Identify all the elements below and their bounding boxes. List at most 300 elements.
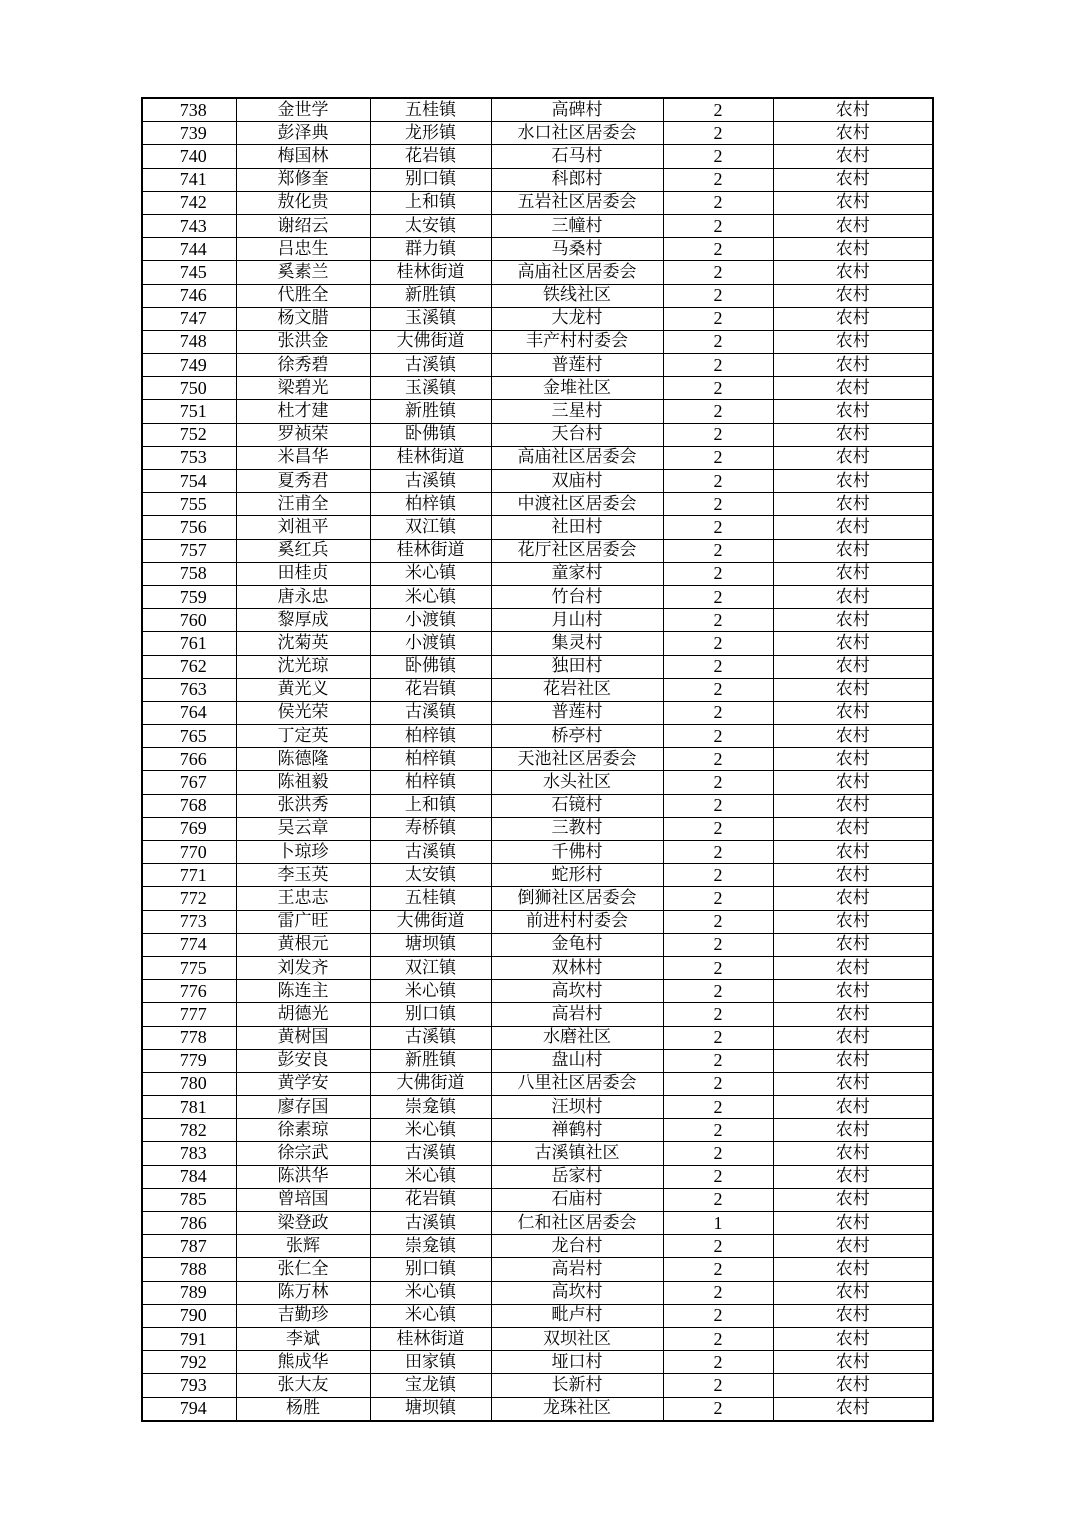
type-cell: 农村 (773, 1003, 933, 1026)
name-cell: 杨文腊 (236, 307, 370, 330)
town-cell: 柏梓镇 (370, 493, 491, 516)
seq-cell: 764 (142, 701, 236, 724)
table-row (142, 678, 933, 701)
town-cell: 双江镇 (370, 956, 491, 979)
table-row (142, 562, 933, 585)
seq-cell: 787 (142, 1235, 236, 1258)
village-cell: 双坝社区 (491, 1327, 663, 1350)
town-cell: 太安镇 (370, 864, 491, 887)
town-cell: 卧佛镇 (370, 423, 491, 446)
table-row (142, 632, 933, 655)
count-cell: 2 (663, 470, 773, 493)
type-cell: 农村 (773, 261, 933, 284)
count-cell: 2 (663, 562, 773, 585)
name-cell: 熊成华 (236, 1351, 370, 1374)
town-cell: 小渡镇 (370, 632, 491, 655)
village-cell: 高坎村 (491, 980, 663, 1003)
seq-cell: 768 (142, 794, 236, 817)
seq-cell: 756 (142, 516, 236, 539)
village-cell: 花岩社区 (491, 678, 663, 701)
town-cell: 古溪镇 (370, 354, 491, 377)
seq-cell: 793 (142, 1374, 236, 1397)
name-cell: 黎厚成 (236, 609, 370, 632)
town-cell: 宝龙镇 (370, 1374, 491, 1397)
count-cell: 2 (663, 864, 773, 887)
name-cell: 黄学安 (236, 1072, 370, 1095)
town-cell: 新胜镇 (370, 400, 491, 423)
type-cell: 农村 (773, 377, 933, 400)
type-cell: 农村 (773, 1304, 933, 1327)
type-cell: 农村 (773, 307, 933, 330)
town-cell: 米心镇 (370, 585, 491, 608)
name-cell: 吉勤珍 (236, 1304, 370, 1327)
table-row (142, 1096, 933, 1119)
type-cell: 农村 (773, 1096, 933, 1119)
village-cell: 高碑村 (491, 98, 663, 122)
count-cell: 2 (663, 1374, 773, 1397)
seq-cell: 751 (142, 400, 236, 423)
village-cell: 千佛村 (491, 841, 663, 864)
seq-cell: 785 (142, 1188, 236, 1211)
count-cell: 2 (663, 794, 773, 817)
seq-cell: 771 (142, 864, 236, 887)
type-cell: 农村 (773, 609, 933, 632)
village-cell: 科郎村 (491, 168, 663, 191)
name-cell: 陈洪华 (236, 1165, 370, 1188)
table-row (142, 1327, 933, 1350)
table-row (142, 1026, 933, 1049)
seq-cell: 748 (142, 330, 236, 353)
name-cell: 陈祖毅 (236, 771, 370, 794)
roster-body (142, 98, 933, 1421)
town-cell: 玉溪镇 (370, 377, 491, 400)
table-row (142, 516, 933, 539)
count-cell: 2 (663, 238, 773, 261)
seq-cell: 788 (142, 1258, 236, 1281)
table-row (142, 446, 933, 469)
town-cell: 花岩镇 (370, 678, 491, 701)
count-cell: 2 (663, 1096, 773, 1119)
table-row (142, 377, 933, 400)
seq-cell: 738 (142, 98, 236, 122)
name-cell: 陈万林 (236, 1281, 370, 1304)
name-cell: 金世学 (236, 98, 370, 122)
seq-cell: 770 (142, 841, 236, 864)
village-cell: 三星村 (491, 400, 663, 423)
table-row (142, 585, 933, 608)
type-cell: 农村 (773, 145, 933, 168)
count-cell: 2 (663, 1235, 773, 1258)
name-cell: 李斌 (236, 1327, 370, 1350)
table-row (142, 701, 933, 724)
type-cell: 农村 (773, 122, 933, 145)
town-cell: 大佛街道 (370, 910, 491, 933)
count-cell: 2 (663, 1188, 773, 1211)
seq-cell: 749 (142, 354, 236, 377)
type-cell: 农村 (773, 1351, 933, 1374)
table-row (142, 261, 933, 284)
village-cell: 八里社区居委会 (491, 1072, 663, 1095)
seq-cell: 740 (142, 145, 236, 168)
village-cell: 石镜村 (491, 794, 663, 817)
count-cell: 2 (663, 841, 773, 864)
table-row (142, 1188, 933, 1211)
name-cell: 王忠志 (236, 887, 370, 910)
count-cell: 2 (663, 1327, 773, 1350)
name-cell: 敖化贵 (236, 191, 370, 214)
table-row (142, 191, 933, 214)
seq-cell: 752 (142, 423, 236, 446)
type-cell: 农村 (773, 655, 933, 678)
town-cell: 寿桥镇 (370, 817, 491, 840)
table-row (142, 1235, 933, 1258)
seq-cell: 759 (142, 585, 236, 608)
town-cell: 桂林街道 (370, 539, 491, 562)
count-cell: 2 (663, 284, 773, 307)
village-cell: 大龙村 (491, 307, 663, 330)
type-cell: 农村 (773, 98, 933, 122)
table-row (142, 145, 933, 168)
village-cell: 前进村村委会 (491, 910, 663, 933)
town-cell: 米心镇 (370, 1304, 491, 1327)
town-cell: 塘坝镇 (370, 1397, 491, 1421)
village-cell: 桥亭村 (491, 725, 663, 748)
seq-cell: 781 (142, 1096, 236, 1119)
table-row (142, 841, 933, 864)
seq-cell: 767 (142, 771, 236, 794)
count-cell: 2 (663, 354, 773, 377)
village-cell: 龙珠社区 (491, 1397, 663, 1421)
type-cell: 农村 (773, 1212, 933, 1235)
name-cell: 徐素琼 (236, 1119, 370, 1142)
town-cell: 卧佛镇 (370, 655, 491, 678)
seq-cell: 778 (142, 1026, 236, 1049)
seq-cell: 758 (142, 562, 236, 585)
count-cell: 2 (663, 771, 773, 794)
table-row (142, 284, 933, 307)
seq-cell: 747 (142, 307, 236, 330)
name-cell: 田桂贞 (236, 562, 370, 585)
type-cell: 农村 (773, 284, 933, 307)
name-cell: 代胜全 (236, 284, 370, 307)
count-cell: 2 (663, 168, 773, 191)
type-cell: 农村 (773, 1119, 933, 1142)
village-cell: 天台村 (491, 423, 663, 446)
table-row (142, 1072, 933, 1095)
type-cell: 农村 (773, 817, 933, 840)
seq-cell: 753 (142, 446, 236, 469)
count-cell: 2 (663, 655, 773, 678)
name-cell: 侯光荣 (236, 701, 370, 724)
type-cell: 农村 (773, 1374, 933, 1397)
count-cell: 2 (663, 516, 773, 539)
table-row (142, 771, 933, 794)
name-cell: 张辉 (236, 1235, 370, 1258)
town-cell: 柏梓镇 (370, 748, 491, 771)
table-row (142, 214, 933, 237)
town-cell: 上和镇 (370, 191, 491, 214)
village-cell: 独田村 (491, 655, 663, 678)
name-cell: 沈光琼 (236, 655, 370, 678)
name-cell: 陈连主 (236, 980, 370, 1003)
town-cell: 太安镇 (370, 214, 491, 237)
count-cell: 2 (663, 98, 773, 122)
town-cell: 五桂镇 (370, 887, 491, 910)
town-cell: 桂林街道 (370, 1327, 491, 1350)
town-cell: 别口镇 (370, 1003, 491, 1026)
seq-cell: 762 (142, 655, 236, 678)
town-cell: 别口镇 (370, 168, 491, 191)
seq-cell: 743 (142, 214, 236, 237)
type-cell: 农村 (773, 493, 933, 516)
table-row (142, 354, 933, 377)
count-cell: 2 (663, 1281, 773, 1304)
name-cell: 徐秀碧 (236, 354, 370, 377)
type-cell: 农村 (773, 956, 933, 979)
village-cell: 石马村 (491, 145, 663, 168)
town-cell: 玉溪镇 (370, 307, 491, 330)
type-cell: 农村 (773, 214, 933, 237)
type-cell: 农村 (773, 191, 933, 214)
town-cell: 大佛街道 (370, 1072, 491, 1095)
count-cell: 2 (663, 446, 773, 469)
name-cell: 李玉英 (236, 864, 370, 887)
seq-cell: 769 (142, 817, 236, 840)
seq-cell: 761 (142, 632, 236, 655)
table-row (142, 98, 933, 122)
village-cell: 龙台村 (491, 1235, 663, 1258)
town-cell: 古溪镇 (370, 1142, 491, 1165)
name-cell: 胡德光 (236, 1003, 370, 1026)
seq-cell: 783 (142, 1142, 236, 1165)
count-cell: 2 (663, 1049, 773, 1072)
seq-cell: 792 (142, 1351, 236, 1374)
count-cell: 2 (663, 933, 773, 956)
count-cell: 2 (663, 122, 773, 145)
town-cell: 米心镇 (370, 1119, 491, 1142)
type-cell: 农村 (773, 725, 933, 748)
seq-cell: 765 (142, 725, 236, 748)
village-cell: 高岩村 (491, 1258, 663, 1281)
table-row (142, 1003, 933, 1026)
name-cell: 谢绍云 (236, 214, 370, 237)
table-row (142, 1119, 933, 1142)
village-cell: 童家村 (491, 562, 663, 585)
table-row (142, 1374, 933, 1397)
type-cell: 农村 (773, 1072, 933, 1095)
town-cell: 桂林街道 (370, 261, 491, 284)
table-row (142, 539, 933, 562)
village-cell: 长新村 (491, 1374, 663, 1397)
count-cell: 2 (663, 214, 773, 237)
name-cell: 梁碧光 (236, 377, 370, 400)
village-cell: 水口社区居委会 (491, 122, 663, 145)
town-cell: 崇龛镇 (370, 1096, 491, 1119)
table-row (142, 609, 933, 632)
name-cell: 刘发齐 (236, 956, 370, 979)
village-cell: 铁线社区 (491, 284, 663, 307)
village-cell: 普莲村 (491, 701, 663, 724)
name-cell: 奚素兰 (236, 261, 370, 284)
seq-cell: 789 (142, 1281, 236, 1304)
seq-cell: 763 (142, 678, 236, 701)
village-cell: 双庙村 (491, 470, 663, 493)
town-cell: 古溪镇 (370, 1026, 491, 1049)
seq-cell: 780 (142, 1072, 236, 1095)
count-cell: 2 (663, 817, 773, 840)
table-row (142, 1258, 933, 1281)
village-cell: 古溪镇社区 (491, 1142, 663, 1165)
type-cell: 农村 (773, 330, 933, 353)
count-cell: 2 (663, 493, 773, 516)
table-row (142, 725, 933, 748)
town-cell: 米心镇 (370, 1165, 491, 1188)
type-cell: 农村 (773, 238, 933, 261)
type-cell: 农村 (773, 400, 933, 423)
town-cell: 田家镇 (370, 1351, 491, 1374)
type-cell: 农村 (773, 748, 933, 771)
name-cell: 唐永忠 (236, 585, 370, 608)
village-cell: 月山村 (491, 609, 663, 632)
count-cell: 2 (663, 377, 773, 400)
table-row (142, 1304, 933, 1327)
village-cell: 中渡社区居委会 (491, 493, 663, 516)
type-cell: 农村 (773, 1235, 933, 1258)
town-cell: 龙形镇 (370, 122, 491, 145)
village-cell: 集灵村 (491, 632, 663, 655)
type-cell: 农村 (773, 470, 933, 493)
count-cell: 2 (663, 609, 773, 632)
village-cell: 普莲村 (491, 354, 663, 377)
village-cell: 花厅社区居委会 (491, 539, 663, 562)
table-row (142, 1351, 933, 1374)
seq-cell: 772 (142, 887, 236, 910)
village-cell: 金堆社区 (491, 377, 663, 400)
type-cell: 农村 (773, 539, 933, 562)
type-cell: 农村 (773, 771, 933, 794)
village-cell: 双林村 (491, 956, 663, 979)
town-cell: 新胜镇 (370, 1049, 491, 1072)
name-cell: 卜琼珍 (236, 841, 370, 864)
table-row (142, 122, 933, 145)
town-cell: 古溪镇 (370, 701, 491, 724)
count-cell: 2 (663, 701, 773, 724)
name-cell: 彭安良 (236, 1049, 370, 1072)
table-row (142, 1142, 933, 1165)
table-row (142, 956, 933, 979)
town-cell: 别口镇 (370, 1258, 491, 1281)
type-cell: 农村 (773, 423, 933, 446)
table-row (142, 933, 933, 956)
village-cell: 金龟村 (491, 933, 663, 956)
name-cell: 汪甫全 (236, 493, 370, 516)
count-cell: 2 (663, 632, 773, 655)
village-cell: 石庙村 (491, 1188, 663, 1211)
count-cell: 2 (663, 1397, 773, 1421)
type-cell: 农村 (773, 1397, 933, 1421)
type-cell: 农村 (773, 887, 933, 910)
type-cell: 农村 (773, 1165, 933, 1188)
type-cell: 农村 (773, 562, 933, 585)
village-cell: 禅鹤村 (491, 1119, 663, 1142)
town-cell: 塘坝镇 (370, 933, 491, 956)
seq-cell: 776 (142, 980, 236, 1003)
seq-cell: 775 (142, 956, 236, 979)
count-cell: 2 (663, 1165, 773, 1188)
type-cell: 农村 (773, 446, 933, 469)
seq-cell: 766 (142, 748, 236, 771)
count-cell: 2 (663, 585, 773, 608)
name-cell: 雷广旺 (236, 910, 370, 933)
seq-cell: 791 (142, 1327, 236, 1350)
table-row (142, 493, 933, 516)
seq-cell: 741 (142, 168, 236, 191)
name-cell: 刘祖平 (236, 516, 370, 539)
count-cell: 2 (663, 1026, 773, 1049)
village-cell: 垭口村 (491, 1351, 663, 1374)
town-cell: 群力镇 (370, 238, 491, 261)
seq-cell: 760 (142, 609, 236, 632)
type-cell: 农村 (773, 794, 933, 817)
seq-cell: 784 (142, 1165, 236, 1188)
table-row (142, 980, 933, 1003)
town-cell: 花岩镇 (370, 1188, 491, 1211)
name-cell: 廖存国 (236, 1096, 370, 1119)
town-cell: 桂林街道 (370, 446, 491, 469)
count-cell: 2 (663, 539, 773, 562)
table-row (142, 748, 933, 771)
name-cell: 黄树国 (236, 1026, 370, 1049)
table-row (142, 910, 933, 933)
type-cell: 农村 (773, 1188, 933, 1211)
seq-cell: 794 (142, 1397, 236, 1421)
town-cell: 柏梓镇 (370, 725, 491, 748)
table-row (142, 655, 933, 678)
village-cell: 社田村 (491, 516, 663, 539)
name-cell: 夏秀君 (236, 470, 370, 493)
name-cell: 梁登政 (236, 1212, 370, 1235)
name-cell: 沈菊英 (236, 632, 370, 655)
count-cell: 2 (663, 910, 773, 933)
count-cell: 2 (663, 423, 773, 446)
type-cell: 农村 (773, 632, 933, 655)
type-cell: 农村 (773, 841, 933, 864)
village-cell: 仁和社区居委会 (491, 1212, 663, 1235)
seq-cell: 777 (142, 1003, 236, 1026)
type-cell: 农村 (773, 701, 933, 724)
village-cell: 竹台村 (491, 585, 663, 608)
name-cell: 张洪金 (236, 330, 370, 353)
name-cell: 郑修奎 (236, 168, 370, 191)
seq-cell: 786 (142, 1212, 236, 1235)
town-cell: 新胜镇 (370, 284, 491, 307)
village-cell: 高庙社区居委会 (491, 261, 663, 284)
count-cell: 2 (663, 1142, 773, 1165)
town-cell: 古溪镇 (370, 470, 491, 493)
town-cell: 五桂镇 (370, 98, 491, 122)
name-cell: 杜才建 (236, 400, 370, 423)
type-cell: 农村 (773, 1142, 933, 1165)
type-cell: 农村 (773, 585, 933, 608)
seq-cell: 739 (142, 122, 236, 145)
town-cell: 米心镇 (370, 1281, 491, 1304)
type-cell: 农村 (773, 980, 933, 1003)
type-cell: 农村 (773, 168, 933, 191)
type-cell: 农村 (773, 1026, 933, 1049)
table-row (142, 1281, 933, 1304)
village-cell: 盘山村 (491, 1049, 663, 1072)
count-cell: 1 (663, 1212, 773, 1235)
